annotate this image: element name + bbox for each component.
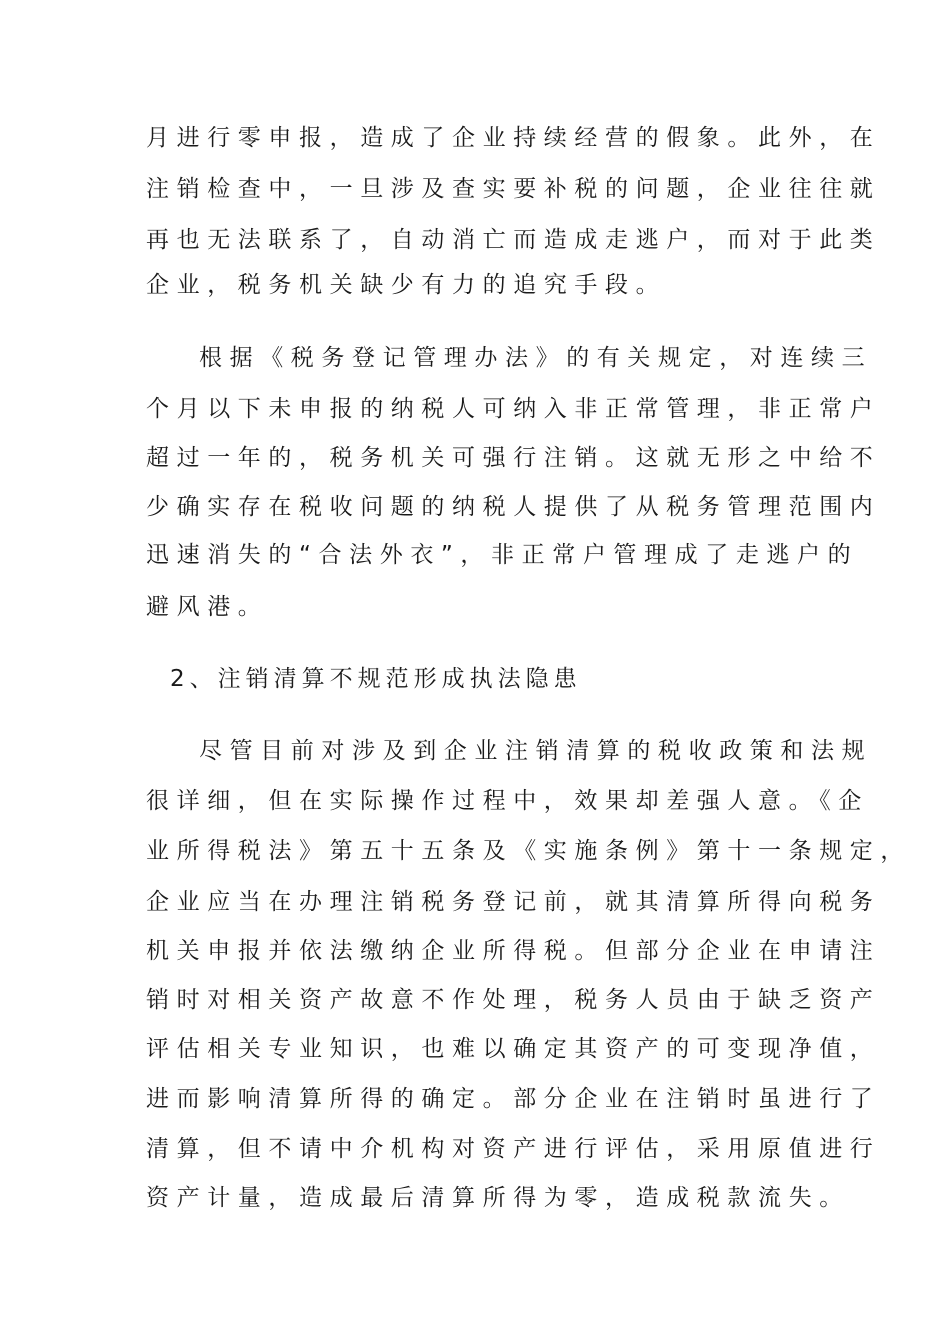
paragraph-3-line-3: 业所得税法》第五十五条及《实施条例》第十一条规定， xyxy=(146,838,911,864)
paragraph-2-line-6: 避风港。 xyxy=(146,594,269,620)
paragraph-3-line-5: 机关申报并依法缴纳企业所得税。但部分企业在申请注 xyxy=(146,938,881,964)
section-heading: 2、注销清算不规范形成执法隐患 xyxy=(170,666,582,692)
paragraph-2-line-3: 超过一年的，税务机关可强行注销。这就无形之中给不 xyxy=(146,445,881,471)
paragraph-2-line-1: 根据《税务登记管理办法》的有关规定，对连续三 xyxy=(199,345,873,371)
paragraph-1-line-2: 注销检查中，一旦涉及查实要补税的问题，企业往往就 xyxy=(146,176,881,202)
paragraph-3-line-10: 资产计量，造成最后清算所得为零，造成税款流失。 xyxy=(146,1185,850,1211)
paragraph-2-line-5: 迅速消失的“合法外衣”，非正常户管理成了走逃户的 xyxy=(146,542,859,568)
paragraph-3-line-4: 企业应当在办理注销税务登记前，就其清算所得向税务 xyxy=(146,889,881,915)
paragraph-3-line-2: 很详细，但在实际操作过程中，效果却差强人意。《企 xyxy=(146,788,869,814)
paragraph-3-line-9: 清算，但不请中介机构对资产进行评估，采用原值进行 xyxy=(146,1136,881,1162)
paragraph-3-line-7: 评估相关专业知识，也难以确定其资产的可变现净值， xyxy=(146,1036,881,1062)
paragraph-2-line-4: 少确实存在税收问题的纳税人提供了从税务管理范围内 xyxy=(146,494,881,520)
paragraph-2-line-2: 个月以下未申报的纳税人可纳入非正常管理，非正常户 xyxy=(146,396,881,422)
paragraph-1-line-4: 企业，税务机关缺少有力的追究手段。 xyxy=(146,272,667,298)
paragraph-3-line-8: 进而影响清算所得的确定。部分企业在注销时虽进行了 xyxy=(146,1086,881,1112)
paragraph-3-line-1: 尽管目前对涉及到企业注销清算的税收政策和法规 xyxy=(199,738,873,764)
paragraph-1-line-1: 月进行零申报，造成了企业持续经营的假象。此外，在 xyxy=(146,125,881,151)
paragraph-1-line-3: 再也无法联系了，自动消亡而造成走逃户，而对于此类 xyxy=(146,227,881,253)
paragraph-3-line-6: 销时对相关资产故意不作处理，税务人员由于缺乏资产 xyxy=(146,987,881,1013)
